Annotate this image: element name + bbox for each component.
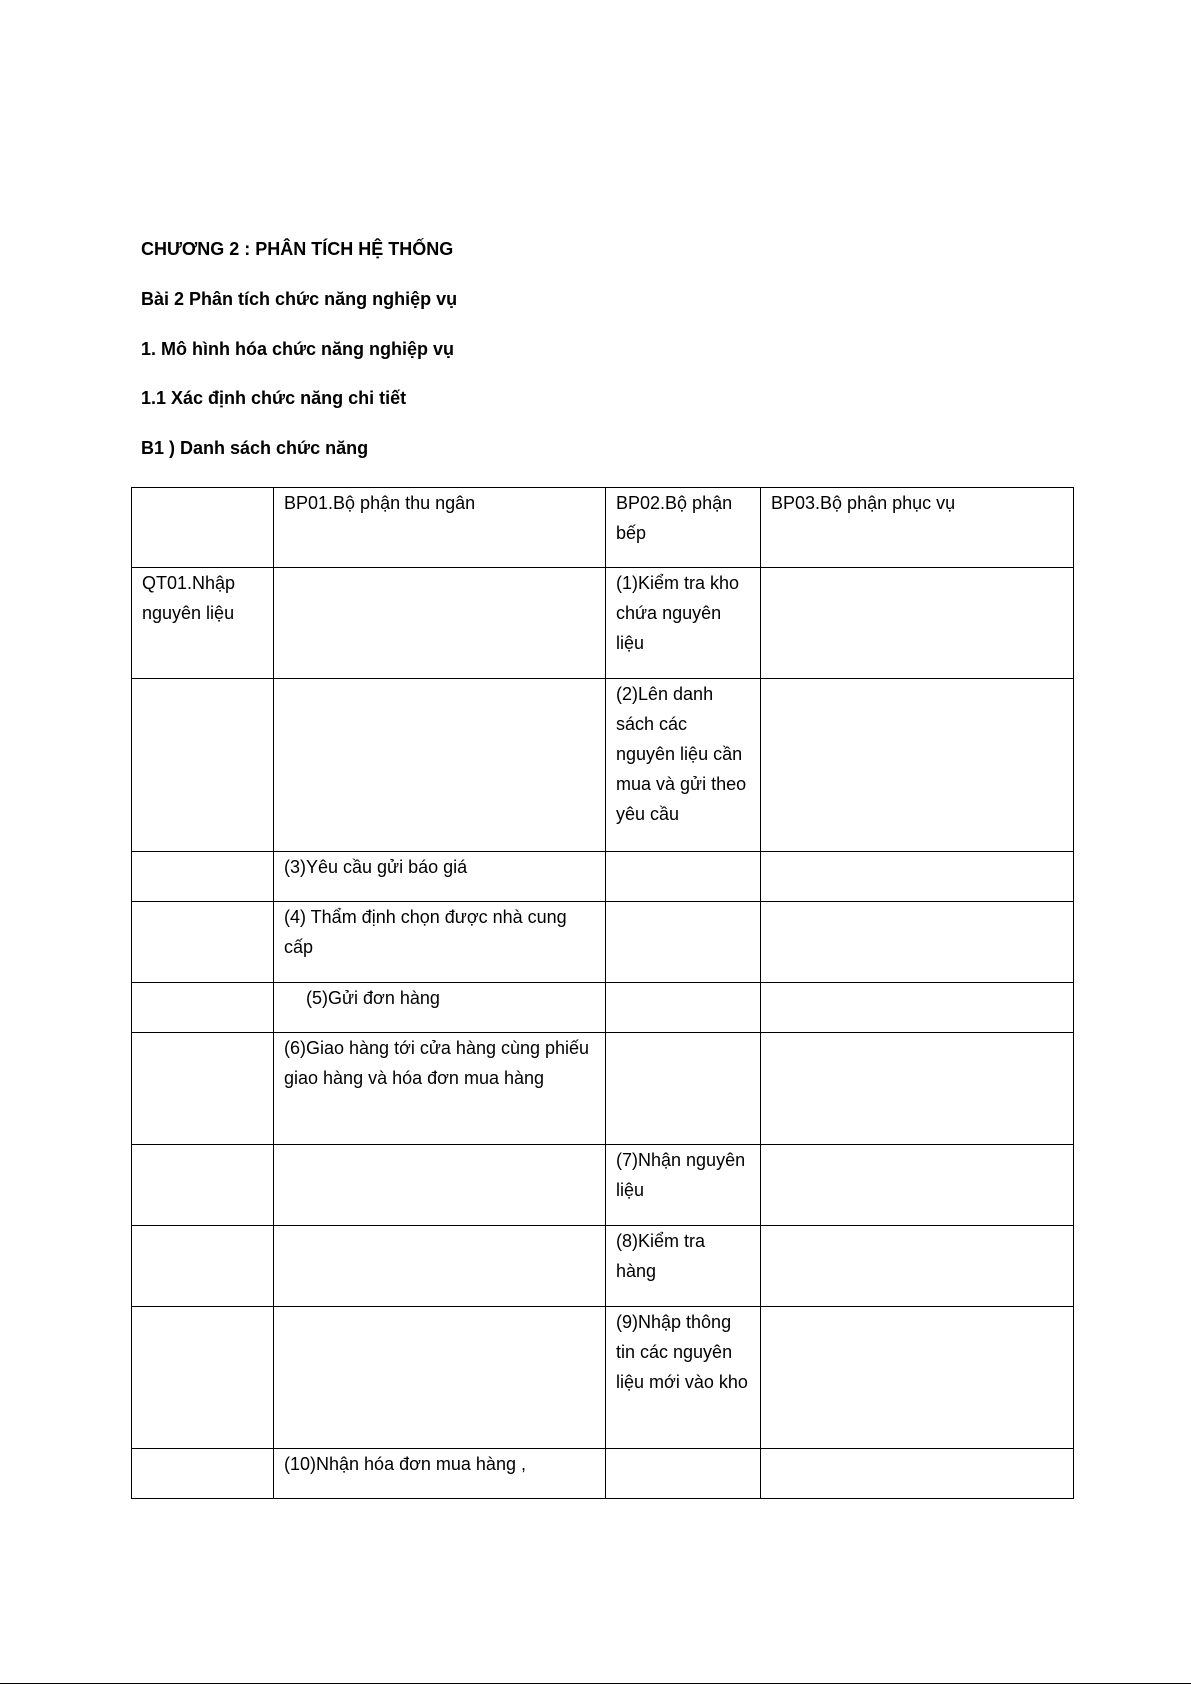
table-header-cell: BP01.Bộ phận thu ngân: [274, 488, 606, 568]
table-cell: [606, 902, 761, 983]
table-cell: (1)Kiểm tra kho chứa nguyên liệu: [606, 568, 761, 679]
table-cell: (7)Nhận nguyên liệu: [606, 1145, 761, 1226]
table-cell: [761, 902, 1074, 983]
table-cell: [274, 1307, 606, 1449]
table-row: [132, 902, 1074, 983]
table-cell: (4) Thẩm định chọn được nhà cung cấp: [274, 902, 606, 983]
table-cell: [761, 568, 1074, 679]
table-header-row: [132, 488, 1074, 568]
table-row: [132, 679, 1074, 852]
page-bottom-divider: [0, 1683, 1191, 1684]
table-cell: [606, 852, 761, 902]
table-cell: (8)Kiểm tra hàng: [606, 1226, 761, 1307]
table-row: [132, 1033, 1074, 1145]
table-cell: [132, 1226, 274, 1307]
table-cell: [274, 1226, 606, 1307]
table-row: [132, 568, 1074, 679]
table-row: [132, 1145, 1074, 1226]
table-cell: [761, 852, 1074, 902]
table-cell: [132, 1145, 274, 1226]
subsection-title: 1.1 Xác định chức năng chi tiết: [141, 388, 407, 408]
table-cell: [132, 1307, 274, 1449]
table-cell: [274, 679, 606, 852]
table-cell: [132, 902, 274, 983]
table-cell-text: (5)Gửi đơn hàng: [306, 988, 440, 1008]
table-cell: [274, 1145, 606, 1226]
table-header-cell: [132, 488, 274, 568]
table-cell: [761, 679, 1074, 852]
table-cell: [132, 1033, 274, 1145]
table-row: [132, 1226, 1074, 1307]
table-cell: [274, 983, 606, 1033]
table-cell: [761, 1033, 1074, 1145]
table-cell: [761, 1226, 1074, 1307]
chapter-title: CHƯƠNG 2 : PHÂN TÍCH HỆ THỐNG: [141, 239, 454, 259]
table-cell: QT01.Nhập nguyên liệu: [132, 568, 274, 679]
table-cell: [761, 1307, 1074, 1449]
table-cell: [606, 983, 761, 1033]
section-title: 1. Mô hình hóa chức năng nghiệp vụ: [141, 339, 455, 359]
table-cell: [761, 1449, 1074, 1499]
table-cell: (10)Nhận hóa đơn mua hàng ,: [274, 1449, 606, 1499]
table-cell: [606, 1449, 761, 1499]
table-cell: [132, 852, 274, 902]
lesson-title: Bài 2 Phân tích chức năng nghiệp vụ: [141, 289, 458, 309]
table-row: [132, 983, 1074, 1033]
table-cell: [132, 983, 274, 1033]
table-cell: (6)Giao hàng tới cửa hàng cùng phiếu giao hàng và hóa đơn mua hàng: [274, 1033, 606, 1145]
table-cell: [761, 983, 1074, 1033]
table-cell: [606, 1033, 761, 1145]
table-cell: (3)Yêu cầu gửi báo giá: [274, 852, 606, 902]
step-title: B1 ) Danh sách chức năng: [141, 438, 369, 458]
table-cell: [132, 679, 274, 852]
table-header-cell: BP02.Bộ phận bếp: [606, 488, 761, 568]
table-row: [132, 852, 1074, 902]
table-row: [132, 1307, 1074, 1449]
table-cell: (9)Nhập thông tin các nguyên liệu mới vào kho: [606, 1307, 761, 1449]
table-cell: [274, 568, 606, 679]
table-cell: [132, 1449, 274, 1499]
function-list-table: [131, 487, 1074, 1499]
table-header-cell: BP03.Bộ phận phục vụ: [761, 488, 1074, 568]
table-cell: [761, 1145, 1074, 1226]
table-cell: (2)Lên danh sách các nguyên liệu cần mua và gửi theo yêu cầu: [606, 679, 761, 852]
table-row: [132, 1449, 1074, 1499]
